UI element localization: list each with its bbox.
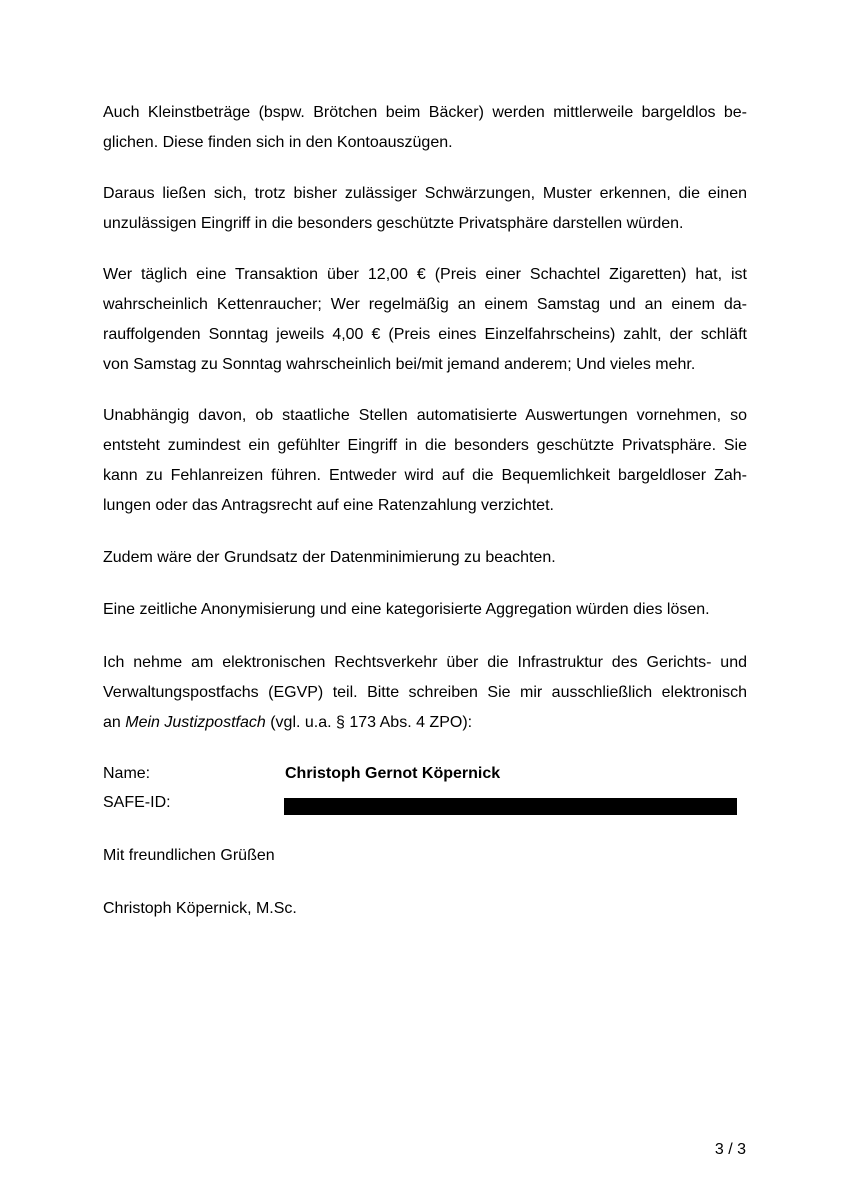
safe-id-label: SAFE-ID:: [103, 794, 171, 811]
redacted-safe-id: [284, 798, 737, 815]
paragraph-line: lungen oder das Antragsrecht auf eine Ratenzahlung verzichtet.: [103, 497, 554, 514]
paragraph-line: Zudem wäre der Grundsatz der Datenminimierung zu beachten.: [103, 549, 556, 566]
signature: Christoph Köpernick, M.Sc.: [103, 900, 297, 917]
line-suffix: (vgl. u.a. § 173 Abs. 4 ZPO):: [265, 714, 473, 731]
paragraph-line: unzulässigen Eingriff in die besonders geschützte Privatsphäre darstellen würden.: [103, 215, 684, 232]
paragraph-line: Unabhängig davon, ob staatliche Stellen automatisierte Auswertungen vornehmen, so: [103, 407, 747, 424]
paragraph-line: glichen. Diese finden sich in den Kontoauszügen.: [103, 134, 453, 151]
name-label: Name:: [103, 765, 151, 782]
paragraph-line: Wer täglich eine Transaktion über 12,00 € (Preis einer Schachtel Zigaretten) hat, ist: [103, 266, 747, 283]
paragraph-line: Eine zeitliche Anonymisierung und eine kategorisierte Aggregation würden dies lösen.: [103, 601, 710, 618]
paragraph-5: [103, 543, 747, 573]
paragraph-2: [103, 179, 747, 239]
paragraph-7: [103, 648, 747, 738]
paragraph-line: entsteht zumindest ein gefühlter Eingriff in die besonders geschützte Privatsphäre. Sie: [103, 437, 747, 454]
paragraph-line: Ich nehme am elektronischen Rechtsverkehr über die Infrastruktur des Gerichts- und: [103, 654, 747, 671]
paragraph-line: [103, 708, 747, 738]
line-prefix: an: [103, 714, 126, 731]
paragraph-4: [103, 401, 747, 521]
paragraph-3: [103, 260, 747, 380]
page-number: 3 / 3: [714, 1141, 746, 1158]
paragraph-1: [103, 98, 747, 158]
paragraph-line: kann zu Fehlanreizen führen. Entweder wird auf die Bequemlichkeit bargeldloser Zah-: [103, 467, 747, 484]
paragraph-line: von Samstag zu Sonntag wahrscheinlich bei/mit jemand anderem; Und vieles mehr.: [103, 356, 696, 373]
paragraph-line: Verwaltungspostfachs (EGVP) teil. Bitte schreiben Sie mir ausschließlich elektronisch: [103, 684, 747, 701]
paragraph-line: rauffolgenden Sonntag jeweils 4,00 € (Preis eines Einzelfahrscheins) zahlt, der schläft: [103, 326, 747, 343]
paragraph-line: Daraus ließen sich, trotz bisher zulässiger Schwärzungen, Muster erkennen, die einen: [103, 185, 747, 202]
paragraph-line: Auch Kleinstbeträge (bspw. Brötchen beim Bäcker) werden mittlerweile bargeldlos be-: [103, 104, 747, 121]
closing-greeting: Mit freundlichen Grüßen: [103, 847, 275, 864]
paragraph-6: [103, 595, 747, 625]
name-value: Christoph Gernot Köpernick: [285, 765, 501, 782]
paragraph-line: wahrscheinlich Kettenraucher; Wer regelmäßig an einem Samstag und an einem da-: [103, 296, 747, 313]
mailbox-name: Mein Justizpostfach: [125, 714, 266, 731]
